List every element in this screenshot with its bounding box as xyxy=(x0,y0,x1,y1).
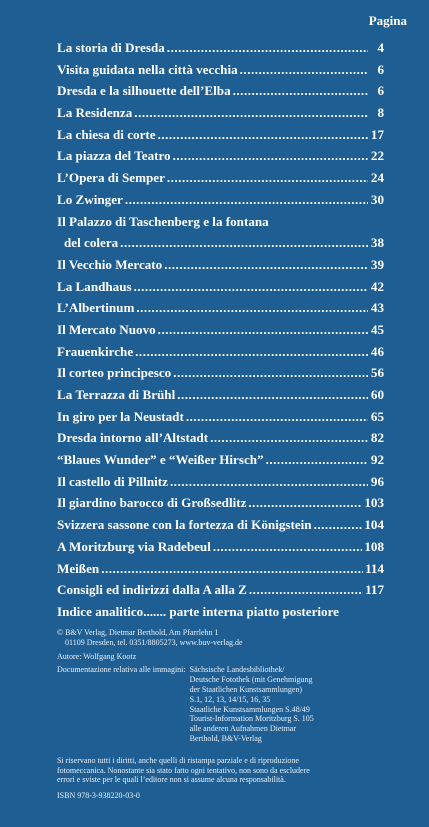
toc-page-number: 45 xyxy=(370,321,384,337)
toc-page-number: 6 xyxy=(377,61,384,77)
dot-leader xyxy=(314,514,363,536)
toc-entry xyxy=(57,189,384,211)
dot-leader xyxy=(158,319,368,341)
toc-entry xyxy=(57,514,384,536)
toc-title: L’Opera di Semper xyxy=(57,170,165,186)
toc-title: Indice analitico xyxy=(57,603,144,619)
image-credit-line: Sächsische Landesbibliothek/ xyxy=(189,665,285,675)
dot-leader xyxy=(248,492,362,514)
image-credit-line: Deutsche Fotothek (mit Genehmigung xyxy=(189,675,313,685)
toc-page-reference: parte interna piatto posteriore xyxy=(169,603,339,619)
image-credit-line: der Staatlichen Kunstsammlungen) xyxy=(189,684,303,694)
toc-page-number: 56 xyxy=(370,365,384,381)
toc-page-number: 6 xyxy=(377,83,384,99)
dot-leader xyxy=(101,558,363,580)
image-credit-line: S.1, 12, 13, 14/15, 16, 35 xyxy=(189,694,271,704)
image-credits xyxy=(57,665,397,743)
toc-title: In giro per la Neustadt xyxy=(57,408,184,424)
toc-entry xyxy=(57,362,384,384)
dot-leader xyxy=(158,124,368,146)
toc-entry xyxy=(57,579,384,601)
rights-line: errori e sviste per le quali l’editore non si assume alcuna responsabilità. xyxy=(57,775,286,785)
toc-entry xyxy=(57,341,384,363)
dot-leader xyxy=(233,80,368,102)
toc-page-number: 103 xyxy=(364,495,384,511)
toc-title: Il castello di Pillnitz xyxy=(57,473,168,489)
image-credits-label: Documentazione relativa alle immagini: xyxy=(57,665,186,675)
isbn: ISBN 978-3-938220-03-0 xyxy=(57,791,140,801)
dot-leader xyxy=(266,449,368,471)
rights-line: Si riservano tutti i diritti, anche quelli di ristampa parziale e di riproduzione xyxy=(57,755,299,765)
toc-title: Il corteo principesco xyxy=(57,365,172,381)
toc-entry xyxy=(57,102,384,124)
imprint xyxy=(57,628,397,801)
toc-entry xyxy=(57,276,384,298)
toc-page-number: 17 xyxy=(370,126,384,142)
dot-leader xyxy=(164,254,368,276)
image-credits-list xyxy=(186,665,397,743)
publisher-line: © B&V Verlag, Dietmar Berthold, Am Pfarrlehn 1 xyxy=(57,628,219,637)
toc-page-number: 114 xyxy=(365,560,384,576)
toc-page-number: 42 xyxy=(370,278,384,294)
toc-page-number: 38 xyxy=(370,235,384,251)
toc-title: Il giardino barocco di Großsedlitz xyxy=(57,495,247,511)
toc-entry xyxy=(57,167,384,189)
dot-leader-short: ....... xyxy=(143,603,167,619)
dot-leader xyxy=(135,341,368,363)
page-column-header: Pagina xyxy=(368,13,407,28)
toc-title: La piazza del Teatro xyxy=(57,148,171,164)
toc-entry xyxy=(57,297,384,319)
toc-page-number: 22 xyxy=(370,148,384,164)
toc-page-number: 30 xyxy=(370,191,384,207)
toc-page-number: 60 xyxy=(370,387,384,402)
toc-title: Frauenkirche xyxy=(57,343,134,359)
toc-title: La Residenza xyxy=(57,105,133,121)
toc-title: La storia di Dresda xyxy=(57,40,165,55)
toc-entry xyxy=(57,211,384,233)
dot-leader xyxy=(120,232,368,254)
toc-title: Consigli ed indirizzi dalla A alla Z xyxy=(57,582,247,598)
dot-leader xyxy=(125,189,368,211)
image-credit-line: alle anderen Aufnahmen Dietmar xyxy=(189,724,297,734)
toc-entry xyxy=(57,406,384,428)
dot-leader xyxy=(213,536,363,558)
image-credit-line: Staatliche Kunstsammlungen S.48/49 xyxy=(189,704,310,714)
toc-title: L’Albertinum xyxy=(57,300,135,316)
table-of-contents xyxy=(57,37,384,623)
toc-entry xyxy=(57,558,384,580)
toc-page-number: 8 xyxy=(377,105,384,121)
dot-leader xyxy=(186,406,368,428)
toc-entry xyxy=(57,427,384,449)
toc-page-number: 104 xyxy=(364,517,384,533)
toc-page-number: 108 xyxy=(364,538,384,554)
toc-entry xyxy=(57,80,384,102)
toc-entry xyxy=(57,124,384,146)
toc-title: La chiesa di corte xyxy=(57,126,156,142)
toc-page-number: 4 xyxy=(377,40,384,55)
author-line: Autore: Wolfgang Kootz xyxy=(57,651,137,661)
toc-title: La Landhaus xyxy=(57,278,132,294)
toc-entry-index xyxy=(57,601,384,623)
dot-leader xyxy=(173,145,368,167)
toc-entry xyxy=(57,536,384,558)
rights-notice xyxy=(57,756,397,785)
dot-leader xyxy=(170,471,368,493)
dot-leader xyxy=(249,579,363,601)
toc-entry xyxy=(57,449,384,471)
toc-page-number: 96 xyxy=(370,473,384,489)
toc-page-number: 92 xyxy=(370,452,384,468)
toc-entry xyxy=(57,384,384,406)
dot-leader xyxy=(210,427,368,449)
toc-entry xyxy=(57,145,384,167)
toc-entry xyxy=(57,319,384,341)
dot-leader xyxy=(167,167,368,189)
toc-title: La Terrazza di Brühl xyxy=(57,387,176,402)
dot-leader xyxy=(136,297,368,319)
toc-title: Dresda e la silhouette dell’Elba xyxy=(57,83,231,99)
toc-entry xyxy=(57,59,384,81)
toc-entry xyxy=(57,492,384,514)
toc-page-number: 43 xyxy=(370,300,384,316)
image-credit-line: Berthold, B&V-Verlag xyxy=(189,733,262,743)
dot-leader xyxy=(167,37,368,59)
rights-line: fotomeccanica. Nonostante sia stato fatto ogni tentativo, non sono da escludere xyxy=(57,765,310,775)
toc-title: Lo Zwinger xyxy=(57,191,123,207)
toc-title: A Moritzburg via Radebeul xyxy=(57,538,211,554)
toc-entry xyxy=(57,232,384,254)
toc-title: Svizzera sassone con la fortezza di Königstein xyxy=(57,517,312,533)
toc-page-number: 46 xyxy=(370,343,384,359)
dot-leader xyxy=(240,59,368,81)
toc-title: Dresda intorno all’Altstadt xyxy=(57,430,209,446)
dot-leader xyxy=(177,384,368,406)
toc-title: Visita guidata nella città vecchia xyxy=(57,61,238,77)
toc-entry xyxy=(57,37,384,59)
dot-leader xyxy=(173,362,368,384)
toc-title: Meißen xyxy=(57,560,100,576)
toc-entry xyxy=(57,254,384,276)
dot-leader xyxy=(134,276,368,298)
toc-title: del colera xyxy=(64,235,119,251)
toc-entry xyxy=(57,471,384,493)
image-credit-line: Tourist-Information Moritzburg S. 105 xyxy=(189,714,314,724)
toc-page-number: 65 xyxy=(370,408,384,424)
dot-leader xyxy=(134,102,368,124)
publisher-address: 01109 Dresden, tel. 0351/8805273, www.buv-verlag.de xyxy=(65,637,243,647)
toc-page-number: 39 xyxy=(370,256,384,272)
toc-title: Il Vecchio Mercato xyxy=(57,256,163,272)
toc-title: Il Mercato Nuovo xyxy=(57,321,156,337)
toc-page-number: 117 xyxy=(365,582,384,598)
toc-page-number: 24 xyxy=(370,170,384,186)
toc-page-number: 82 xyxy=(370,430,384,446)
toc-title: Il Palazzo di Taschenberg e la fontana xyxy=(57,213,269,229)
toc-title: “Blaues Wunder” e “Weißer Hirsch” xyxy=(57,452,264,468)
